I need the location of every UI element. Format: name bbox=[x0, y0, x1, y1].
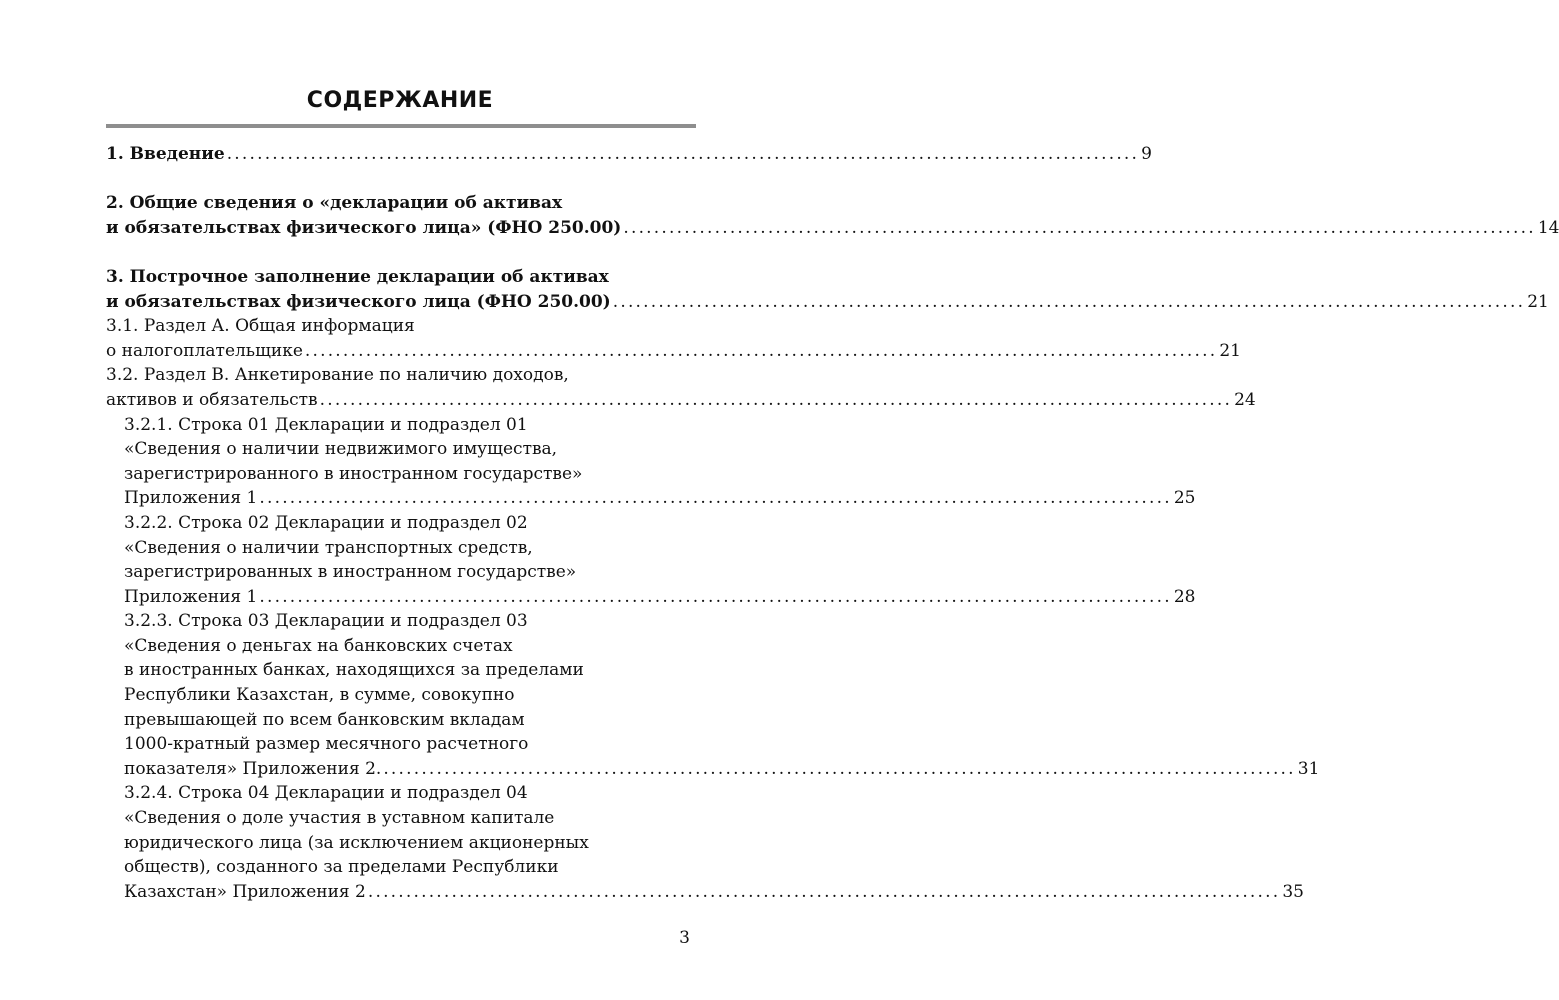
toc-entry-line: зарегистрированного в иностранном государстве» bbox=[124, 463, 583, 484]
leader-dots: ........................................................................................................................ bbox=[383, 758, 1296, 779]
toc-page-number: 9 bbox=[1141, 144, 1152, 164]
toc-entry-line: «Сведения о наличии транспортных средств, bbox=[124, 537, 533, 558]
toc-entry-3-1[interactable] bbox=[106, 314, 1241, 363]
toc-entry-text: и обязательствах физического лица» (ФНО 250.00) bbox=[106, 217, 622, 238]
toc-entry-line: «Сведения о деньгах на банковских счетах bbox=[124, 635, 513, 656]
toc-entry-text: и обязательствах физического лица (ФНО 250.00) bbox=[106, 291, 611, 312]
toc-entry-last-line bbox=[124, 880, 1304, 905]
toc-entry-line: юридического лица (за исключением акционерных bbox=[124, 832, 589, 853]
toc-entry-3-2[interactable] bbox=[106, 363, 1256, 412]
page-number: 3 bbox=[679, 928, 690, 948]
toc-entry-line: обществ), созданного за пределами Республики bbox=[124, 857, 559, 878]
toc-entry-last-line bbox=[106, 290, 1549, 315]
toc-page-number: 28 bbox=[1173, 586, 1196, 607]
title-underline bbox=[106, 124, 696, 128]
toc-entry-text: активов и обязательств bbox=[106, 389, 318, 410]
toc-entry-3[interactable] bbox=[106, 265, 1549, 314]
toc-entry-line: «Сведения о доле участия в уставном капитале bbox=[124, 808, 555, 829]
leader-dots: ........................................................................................................................ bbox=[623, 217, 1536, 238]
toc-page-number: 21 bbox=[1219, 340, 1241, 361]
toc-entry-line: 3.2.2. Строка 02 Декларации и подраздел 02 bbox=[124, 512, 528, 533]
leader-dots: ........................................................................................................................ bbox=[367, 881, 1281, 902]
toc-entry-line: 3.2.4. Строка 04 Декларации и подраздел 04 bbox=[124, 783, 528, 804]
leader-dots: ........................................................................................................................ bbox=[319, 389, 1233, 410]
toc-entry-line: зарегистрированных в иностранном государстве» bbox=[124, 562, 577, 583]
toc-entry-text: Приложения 1 bbox=[124, 586, 258, 607]
toc-entry-text: о налогоплательщике bbox=[106, 340, 303, 361]
toc-entry-2[interactable] bbox=[106, 191, 1559, 240]
toc-entry-line: 3.2.1. Строка 01 Декларации и подраздел 01 bbox=[124, 414, 528, 435]
toc-page-number: 31 bbox=[1297, 758, 1320, 779]
toc-page-number: 25 bbox=[1173, 488, 1196, 509]
spacer bbox=[106, 167, 696, 192]
toc-entry-3-2-2[interactable] bbox=[106, 511, 1196, 609]
toc-entry-line: 3.2. Раздел В. Анкетирование по наличию доходов, bbox=[106, 365, 569, 386]
leader-dots: ........................................................................................................................ bbox=[259, 586, 1172, 607]
table-of-contents bbox=[106, 142, 1559, 904]
toc-entry-last-line bbox=[106, 388, 1256, 413]
toc-entry-line: 3. Построчное заполнение декларации об активах bbox=[106, 266, 609, 287]
toc-entry-line: превышающей по всем банковским вкладам bbox=[124, 709, 525, 730]
toc-entry-3-2-4[interactable] bbox=[106, 781, 1304, 904]
leader-dots: ........................................................................................................................ bbox=[226, 144, 1140, 164]
toc-entry-last-line bbox=[124, 585, 1196, 610]
page-title: СОДЕРЖАНИЕ bbox=[306, 88, 494, 113]
toc-entry-last-line bbox=[106, 216, 1559, 241]
toc-entry-line: Республики Казахстан, в сумме, совокупно bbox=[124, 685, 515, 706]
toc-entry-3-2-1[interactable] bbox=[106, 413, 1196, 511]
toc-page-number: 35 bbox=[1282, 881, 1304, 902]
toc-entry-text: Казахстан» Приложения 2 bbox=[124, 881, 366, 902]
toc-entry-3-2-3[interactable] bbox=[106, 609, 1320, 781]
leader-dots: ........................................................................................................................ bbox=[612, 291, 1526, 312]
toc-entry-text: Приложения 1 bbox=[124, 488, 258, 509]
toc-entry-line: 1000-кратный размер месячного расчетного bbox=[124, 734, 529, 755]
toc-entry-last-line bbox=[106, 339, 1241, 364]
toc-entry-last-line bbox=[124, 486, 1196, 511]
toc-entry-line: 3.2.3. Строка 03 Декларации и подраздел 03 bbox=[124, 611, 528, 632]
toc-page-number: 21 bbox=[1527, 291, 1549, 312]
toc-page-number: 24 bbox=[1234, 389, 1256, 410]
toc-entry-line: 2. Общие сведения о «декларации об активах bbox=[106, 193, 563, 214]
toc-entry-line: 3.1. Раздел А. Общая информация bbox=[106, 316, 415, 337]
spacer bbox=[106, 240, 696, 265]
toc-entry-text: 1. Введение bbox=[106, 144, 225, 164]
toc-entry-line: «Сведения о наличии недвижимого имущества, bbox=[124, 439, 558, 460]
toc-entry-text: показателя» Приложения 2. bbox=[124, 758, 382, 779]
leader-dots: ........................................................................................................................ bbox=[304, 340, 1218, 361]
toc-page-number: 14 bbox=[1537, 217, 1559, 238]
toc-entry-line: в иностранных банках, находящихся за пределами bbox=[124, 660, 584, 681]
toc-entry-1[interactable] bbox=[106, 142, 1152, 167]
toc-entry-last-line bbox=[124, 757, 1320, 782]
leader-dots: ........................................................................................................................ bbox=[259, 488, 1172, 509]
